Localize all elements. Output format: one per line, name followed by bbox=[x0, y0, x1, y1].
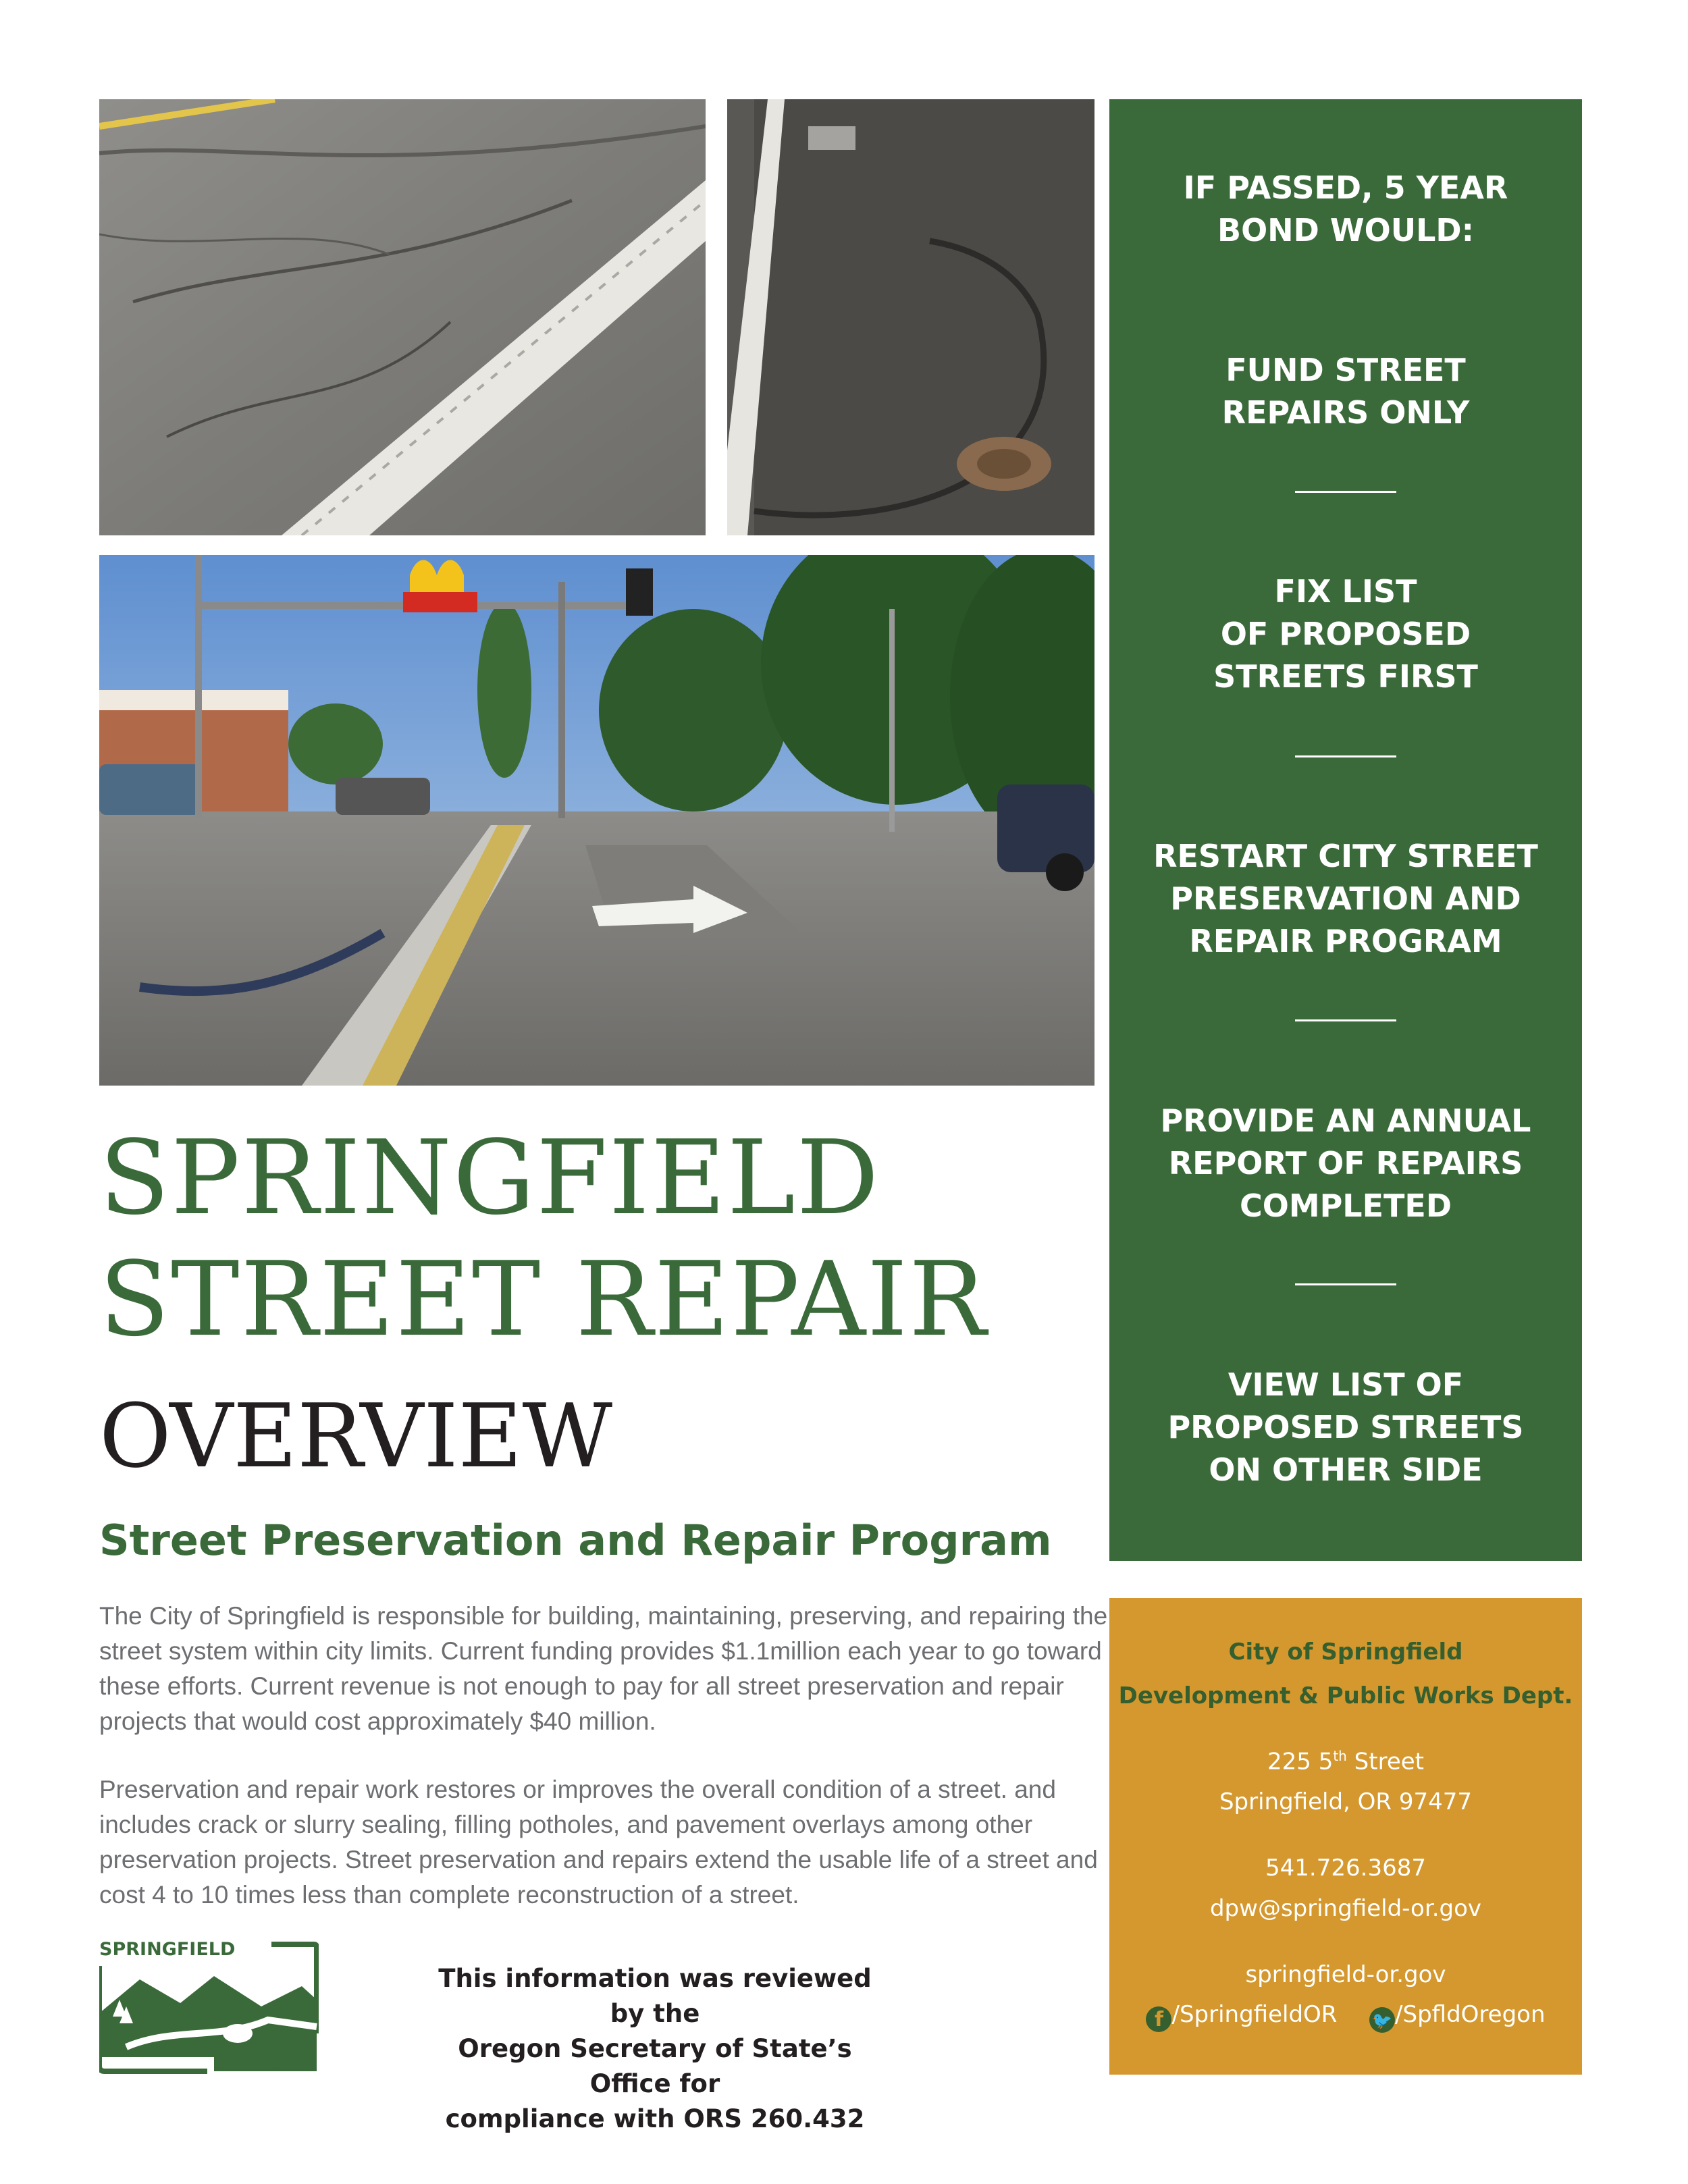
contact-website[interactable]: springfield-or.gov bbox=[1245, 1961, 1446, 1988]
twitter-link[interactable]: /SpfldOregon bbox=[1395, 2001, 1546, 2028]
panel-divider bbox=[1295, 1019, 1396, 1021]
contact-org-name: City of Springfield bbox=[1228, 1639, 1463, 1666]
cracked-road-photo bbox=[99, 99, 706, 535]
pothole-road-photo bbox=[727, 99, 1094, 535]
facebook-link[interactable]: /SpringfieldOR bbox=[1171, 2001, 1338, 2028]
page-title-line1: SPRINGFIELD bbox=[99, 1118, 880, 1237]
contact-email[interactable]: dpw@springfield-or.gov bbox=[1209, 1895, 1482, 1922]
intersection-photo bbox=[99, 555, 1094, 1086]
preservation-paragraph: Preservation and repair work restores or improves the overall condition of a street. and includes crack or slurry sealing, filling potholes, and pavement overlays among other preservation projects. Street preservation and repairs extend the usable life of a street and cost 4 to 10 times less than complete reconstruction of a street. bbox=[99, 1776, 1098, 1909]
page-title-line3: OVERVIEW bbox=[99, 1385, 613, 1487]
contact-social bbox=[1109, 2001, 1582, 2033]
twitter-icon: 🐦 bbox=[1369, 2007, 1395, 2033]
panel-divider bbox=[1295, 1283, 1396, 1285]
panel-heading: IF PASSED, 5 YEAR BOND WOULD: bbox=[1183, 169, 1508, 248]
panel-item-fix-list: FIX LIST OF PROPOSED STREETS FIRST bbox=[1213, 573, 1478, 695]
springfield-logo bbox=[99, 1939, 319, 2074]
contact-city: Springfield, OR 97477 bbox=[1219, 1788, 1473, 1815]
panel-divider bbox=[1295, 755, 1396, 757]
panel-item-fund: FUND STREET REPAIRS ONLY bbox=[1221, 352, 1470, 431]
panel-item-annual-report: PROVIDE AN ANNUAL REPORT OF REPAIRS COMPLETED bbox=[1160, 1102, 1531, 1224]
contact-department: Development & Public Works Dept. bbox=[1118, 1682, 1573, 1709]
logo-bottom-text: OREGON bbox=[219, 2055, 298, 2074]
page-title-line2: STREET REPAIR bbox=[99, 1240, 988, 1359]
panel-item-restart: RESTART CITY STREET PRESERVATION AND REPAIR PROGRAM bbox=[1153, 838, 1538, 959]
contact-address: 225 5th Street bbox=[1267, 1748, 1424, 1776]
panel-divider bbox=[1295, 491, 1396, 493]
compliance-notice: This information was reviewed by the Oregon Secretary of State’s Office for compliance with ORS 260.432 bbox=[438, 1964, 872, 2133]
facebook-icon: f bbox=[1146, 2006, 1171, 2032]
panel-item-view-list: VIEW LIST OF PROPOSED STREETS ON OTHER SIDE bbox=[1167, 1366, 1524, 1488]
bond-benefits-panel bbox=[1109, 99, 1582, 1561]
intro-paragraph: The City of Springfield is responsible for building, maintaining, preserving, and repairing the street system within city limits. Current funding provides $1.1million each year to go toward these efforts. Current revenue is not enough to pay for all street preservation and repair projects that would cost approximately $40 million. bbox=[99, 1602, 1108, 1735]
section-subtitle: Street Preservation and Repair Program bbox=[99, 1516, 1052, 1565]
contact-box bbox=[1109, 1598, 1582, 2075]
contact-phone[interactable]: 541.726.3687 bbox=[1265, 1855, 1426, 1882]
logo-top-text: SPRINGFIELD bbox=[99, 1939, 236, 1960]
